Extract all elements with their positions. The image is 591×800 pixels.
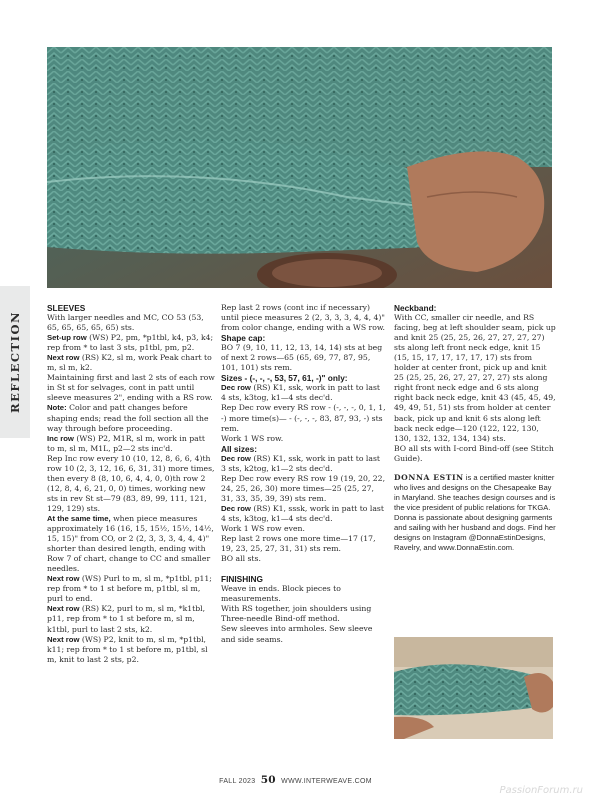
detail-photo: [394, 637, 553, 739]
row-label: Inc row: [47, 433, 74, 443]
row-label: At the same time,: [47, 513, 111, 523]
section-heading: FINISHING: [221, 574, 263, 585]
instruction-paragraph: Rep Inc row every 10 (10, 12, 8, 6, 6, 4)th row 10 (2, 3, 12, 16, 6, 31, 31) more times, then every 8 (8, 10, 6, 4, 4, 0, 0)th row 2 (12, 8, 4, 6, 21, 0, 0) times, working new sts in rev St st—79 (83, 89, 99, 111, 121, 129, 129) sts.: [47, 453, 215, 513]
instruction-row: [221, 454, 387, 474]
instruction-row: [47, 514, 215, 574]
footer-season: FALL 2023: [219, 778, 256, 785]
watermark: PassionForum.ru: [499, 785, 583, 796]
row-label: Next row: [47, 634, 80, 644]
instruction-row: [47, 635, 215, 665]
instruction-paragraph: With CC, smaller cir needle, and RS facing, beg at left shoulder seam, pick up and knit 25 (25, 25, 26, 27, 27, 27, 27) sts along left front neck edge, knit 15 (15, 15, 17, 17, 17, 17, 17) sts from holder at center front, pick up and knit 25 (25, 25, 26, 27, 27, 27, 27) sts along right front neck edge and 6 sts along right back neck edge, knit 43 (45, 45, 49, 49, 49, 51, 51) sts from holder at center back, pick up and knit 6 sts along left back neck edge—120 (122, 122, 130, 130, 132, 132, 134, 134) sts.: [394, 313, 556, 443]
instruction-paragraph: BO all sts with I-cord Bind-off (see Stitch Guide).: [394, 443, 554, 463]
row-text: (RS) K1, ssk, work in patt to last 4 sts, k3tog, k1—4 sts dec'd.: [221, 383, 381, 403]
row-text: Color and patt changes before shaping ends; read the foll section all the way through before proceeding.: [47, 403, 209, 433]
section-heading: Shape cap:: [221, 333, 266, 344]
instruction-row: [221, 383, 387, 403]
row-label: Next row: [47, 353, 80, 363]
row-text: (RS) K2, sl m, work Peak chart to m, sl m, k2.: [47, 353, 212, 373]
section-heading: SLEEVES: [47, 303, 86, 313]
section-tab-label: REFLECTION: [8, 311, 22, 413]
instruction-paragraph: Sew sleeves into armholes. Sew sleeve and side seams.: [221, 624, 373, 644]
row-label: Dec row: [221, 383, 251, 393]
instruction-paragraph: Weave in ends. Block pieces to measurements.: [221, 584, 341, 604]
row-label: Set-up row: [47, 333, 87, 343]
hero-photo: [47, 47, 552, 288]
section-gap: [221, 564, 387, 574]
instruction-paragraph: Rep last 2 rows one more time—17 (17, 19, 23, 25, 27, 31, 31) sts rem.: [221, 534, 376, 554]
instruction-row: [47, 574, 215, 604]
designer-bio: [394, 473, 556, 554]
instruction-paragraph: Maintaining first and last 2 sts of each row in St st for selvages, cont in patt until sleeve measures 2", ending with a RS row.: [47, 373, 215, 403]
row-label: Note:: [47, 403, 67, 413]
section-heading: All sizes:: [221, 443, 257, 454]
row-text: (RS) K2, purl to m, sl m, *k1tbl, p11, rep from * to 1 st before m, sl m, k1tbl, purl to last 2 sts, k2.: [47, 604, 206, 634]
instruction-paragraph: Rep Dec row every RS row 19 (19, 20, 22, 24, 25, 26, 30) more times—25 (25, 27, 31, 33, 35, 39, 39) sts rem.: [221, 473, 386, 503]
instruction-row: [221, 504, 387, 524]
arm-cuff-illustration: [394, 637, 553, 739]
instruction-paragraph: BO 7 (9, 10, 11, 12, 13, 14, 14) sts at beg of next 2 rows—65 (65, 69, 77, 87, 95, 101, 101) sts rem.: [221, 343, 383, 373]
row-label: Next row: [47, 604, 80, 614]
row-text: (WS) P2, knit to m, sl m, *p1tbl, k11; rep from * to 1 st before m, p1tbl, sl m, knit to last 2 sts, p2.: [47, 634, 208, 664]
neckband-instructions: [394, 303, 556, 464]
column-neckband: [394, 303, 556, 554]
footer-website: WWW.INTERWEAVE.COM: [281, 778, 372, 785]
row-text: (WS) P2, M1R, sl m, work in patt to m, sl m, M1L, p2—2 sts inc'd.: [47, 433, 205, 453]
instruction-paragraph: With RS together, join shoulders using Three-needle Bind-off method.: [221, 604, 372, 624]
page-number: 50: [260, 774, 276, 786]
row-label: Dec row: [221, 503, 251, 513]
row-text: when piece measures approximately 16 (16, 15, 15½, 15½, 14½, 15, 15)" from CO, or 2 (2, 3, 3, 3, 4, 4, 4)" shorter than desired length, ending with Row 7 of chart, change to CC and smaller needles.: [47, 513, 214, 574]
row-text: (RS) K1, sssk, work in patt to last 4 sts, k3tog, k1—4 sts dec'd.: [221, 503, 384, 523]
sweater-sleeve-illustration: [47, 47, 552, 288]
instruction-row: [47, 403, 215, 433]
instruction-row: [47, 434, 215, 454]
column-shape-cap-finishing: [221, 303, 387, 645]
instruction-row: [47, 353, 215, 373]
row-label: Next row: [47, 574, 80, 584]
instruction-paragraph: BO all sts.: [221, 554, 261, 564]
row-text: (WS) P2, pm, *p1tbl, k4, p3, k4; rep from * to last 3 sts, p1tbl, pm, p2.: [47, 333, 214, 353]
instruction-paragraph: Work 1 WS row.: [221, 433, 284, 443]
instruction-paragraph: Rep Dec row every RS row - (-, -, -, 0, 1, 1, -) more time(s)— - (-, -, -, 83, 87, 93, -) sts rem.: [221, 403, 386, 433]
designer-name: DONNA ESTIN: [394, 472, 464, 482]
instruction-paragraph: With larger needles and MC, CO 53 (53, 65, 65, 65, 65, 65) sts.: [47, 313, 204, 333]
row-text: (WS) Purl to m, sl m, *p1tbl, p11; rep from * to 1 st before m, p1tbl, sl m, purl to end.: [47, 574, 212, 604]
row-label: Dec row: [221, 453, 251, 463]
instruction-paragraph: Work 1 WS row even.: [221, 524, 305, 534]
instruction-row: [47, 333, 215, 353]
section-heading: Sizes - (-, -, -, 53, 57, 61, -)" only:: [221, 373, 348, 384]
section-heading: Neckband:: [394, 303, 437, 313]
instruction-row: [47, 604, 215, 634]
section-side-tab: [0, 286, 30, 438]
designer-bio-text: is a certified master knitter who lives and designs on the Chesapeake Bay in Maryland. She teaches design courses and is the vice president of public relations for TKGA. Donna is passionate about designing garments and sailing with her husband and dogs. Find her designs on Instagram @DonnaEstinDesigns, Ravelry, and www.DonnaEstin.com.: [394, 472, 556, 553]
instruction-paragraph: Rep last 2 rows (cont inc if necessary) until piece measures 2 (2, 3, 3, 3, 4, 4, 4)" from color change, ending with a WS row.: [221, 303, 385, 333]
row-text: (RS) K1, ssk, work in patt to last 3 sts, k2tog, k1—2 sts dec'd.: [221, 453, 381, 473]
column-sleeves: [47, 303, 215, 665]
